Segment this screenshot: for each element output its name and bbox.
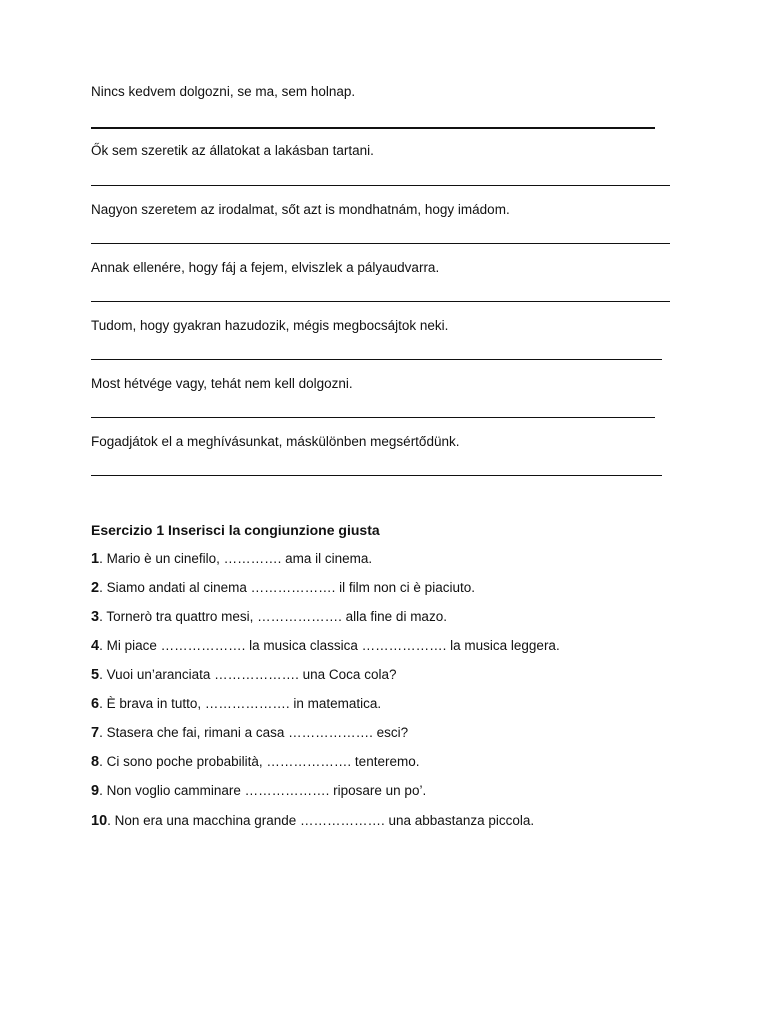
exercise-item <box>91 638 560 654</box>
item-number: 1 <box>91 551 100 567</box>
exercise-heading: Esercizio 1 Inserisci la congiunzione giusta <box>91 522 380 538</box>
exercise-item <box>91 667 396 683</box>
item-number: 7 <box>91 725 100 741</box>
item-number: 3 <box>91 609 100 625</box>
answer-line <box>91 243 670 244</box>
translation-sentence: Fogadjátok el a meghívásunkat, máskülönben megsértődünk. <box>91 434 460 449</box>
item-text: . Mario è un cinefilo, …………. ama il cinema. <box>99 551 373 566</box>
answer-line <box>91 127 655 129</box>
item-number: 9 <box>91 783 100 799</box>
answer-line <box>91 359 662 360</box>
exercise-item <box>91 813 534 829</box>
answer-line <box>91 185 670 186</box>
exercise-item <box>91 551 372 567</box>
translation-sentence: Nagyon szeretem az irodalmat, sőt azt is mondhatnám, hogy imádom. <box>91 202 510 217</box>
item-number: 2 <box>91 580 100 596</box>
item-text: . È brava in tutto, ………………. in matematica. <box>99 696 382 711</box>
item-number: 10 <box>91 813 108 829</box>
exercise-item <box>91 696 381 712</box>
translation-sentence: Tudom, hogy gyakran hazudozik, mégis megbocsájtok neki. <box>91 318 449 333</box>
exercise-item <box>91 725 408 741</box>
translation-sentence: Annak ellenére, hogy fáj a fejem, elviszlek a pályaudvarra. <box>91 260 440 275</box>
exercise-item <box>91 609 447 625</box>
item-text: . Vuoi un’aranciata ………………. una Coca cola? <box>99 667 397 682</box>
item-number: 8 <box>91 754 100 770</box>
item-text: . Ci sono poche probabilità, ………………. tenteremo. <box>99 754 420 769</box>
item-text: . Mi piace ………………. la musica classica ………………. la musica leggera. <box>99 638 560 653</box>
translation-sentence: Ők sem szeretik az állatokat a lakásban tartani. <box>91 143 374 158</box>
item-number: 5 <box>91 667 100 683</box>
exercise-item <box>91 783 426 799</box>
item-number: 4 <box>91 638 100 654</box>
item-text: . Tornerò tra quattro mesi, ………………. alla fine di mazo. <box>99 609 447 624</box>
answer-line <box>91 475 662 476</box>
translation-sentence: Nincs kedvem dolgozni, se ma, sem holnap. <box>91 84 356 99</box>
item-text: . Non voglio camminare ………………. riposare un po’. <box>99 783 427 798</box>
item-number: 6 <box>91 696 100 712</box>
item-text: . Non era una macchina grande ………………. una abbastanza piccola. <box>107 813 535 828</box>
exercise-item <box>91 754 419 770</box>
answer-line <box>91 417 655 418</box>
item-text: . Siamo andati al cinema ………………. il film non ci è piaciuto. <box>99 580 475 595</box>
translation-sentence: Most hétvége vagy, tehát nem kell dolgozni. <box>91 376 353 391</box>
answer-line <box>91 301 670 302</box>
item-text: . Stasera che fai, rimani a casa ………………. esci? <box>99 725 409 740</box>
exercise-item <box>91 580 475 596</box>
